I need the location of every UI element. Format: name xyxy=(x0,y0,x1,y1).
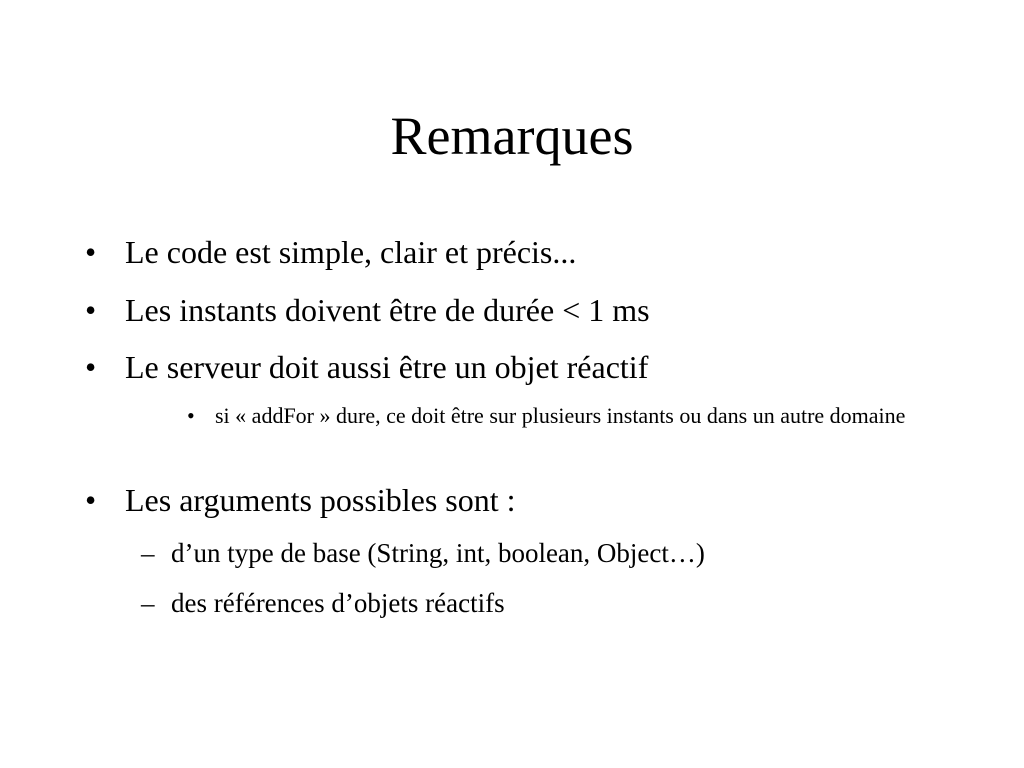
dash-marker: – xyxy=(141,538,155,568)
bullet-marker: • xyxy=(85,482,97,518)
dash-text: d’un type de base (String, int, boolean, Object…) xyxy=(171,538,705,568)
bullet-marker: • xyxy=(85,292,97,328)
sub-bullet-item xyxy=(187,400,917,432)
slide-title: Remarques xyxy=(390,106,634,166)
bullet-marker: • xyxy=(85,234,97,270)
bullet-text: Le code est simple, clair et précis... xyxy=(125,234,577,270)
sub-bullet-text: si « addFor » dure, ce doit être sur plusieurs instants ou dans un autre domaine xyxy=(215,403,906,428)
dash-text: des références d’objets réactifs xyxy=(171,588,505,618)
bullet-text: Le serveur doit aussi être un objet réactif xyxy=(125,349,649,385)
bullet-text: Les arguments possibles sont : xyxy=(125,482,516,518)
bullet-marker: • xyxy=(85,349,97,385)
bullet-marker: • xyxy=(187,403,195,428)
bullet-text: Les instants doivent être de durée < 1 ms xyxy=(125,292,650,328)
dash-marker: – xyxy=(141,588,155,618)
